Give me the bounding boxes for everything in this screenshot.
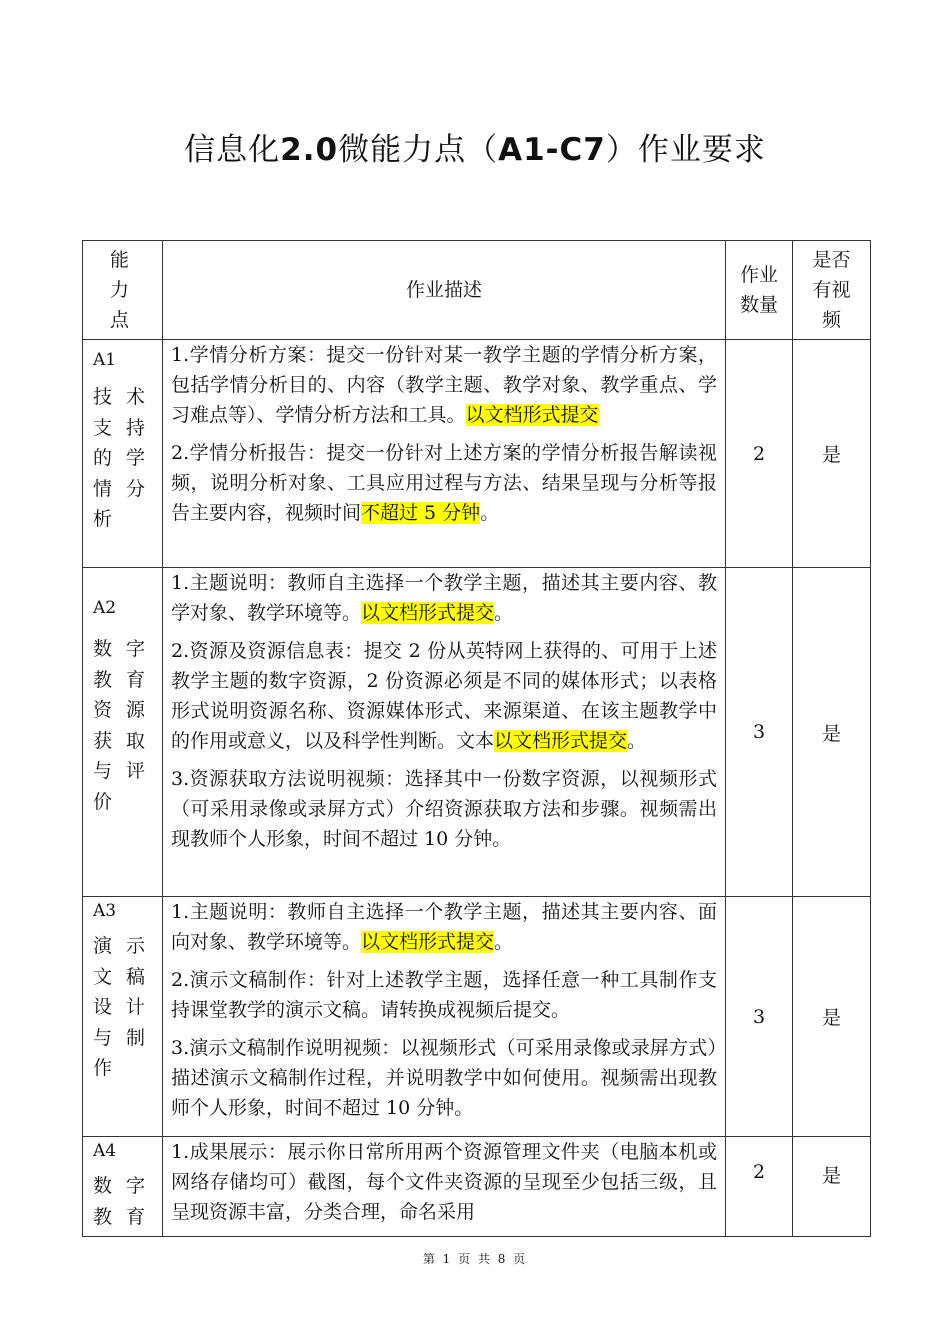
count-cell: 3 — [726, 897, 793, 1137]
header-video: 是否有视频 — [793, 241, 871, 340]
description-item: 3.演示文稿制作说明视频：以视频形式（可采用录像或录屏方式）描述演示文稿制作过程，并说明教学中如何使用。视频需出现教师个人形象，时间不超过 10 分钟。 — [171, 1037, 717, 1119]
table-row — [83, 568, 871, 897]
point-code: A3 — [93, 901, 117, 921]
header-count: 作业数量 — [726, 241, 793, 340]
highlight: 以文档形式提交 — [465, 404, 599, 426]
count-cell: 2 — [726, 340, 793, 568]
description-item: 3.资源获取方法说明视频：选择其中一份数字资源，以视频形式（可采用录像或录屏方式）介绍资源获取方法和步骤。视频需出现教师个人形象，时间不超过 10 分钟。 — [171, 768, 717, 850]
count-cell: 3 — [726, 568, 793, 897]
point-name: 数字教育 — [93, 1175, 145, 1228]
point-cell — [83, 1137, 163, 1237]
page-footer: 第 1 页 共 8 页 — [422, 1252, 528, 1266]
point-name: 演示文稿设计与制作 — [93, 935, 145, 1079]
point-cell — [83, 340, 163, 568]
point-code: A4 — [93, 1141, 117, 1161]
point-code: A2 — [93, 598, 117, 618]
description-item: 1.主题说明：教师自主选择一个教学主题，描述其主要内容、面向对象、教学环境等。以文档形式提交。 — [171, 901, 717, 953]
title-version: 2.0 — [280, 132, 339, 168]
table-header-row — [83, 241, 871, 340]
highlight: 以文档形式提交 — [361, 931, 495, 953]
description-item: 2.演示文稿制作：针对上述教学主题，选择任意一种工具制作支持课堂教学的演示文稿。请转换成视频后提交。 — [171, 969, 717, 1021]
title-part-5: ）作业要求 — [605, 132, 766, 168]
video-cell: 是 — [793, 1137, 871, 1237]
table-row — [83, 340, 871, 568]
description-item: 1.学情分析方案：提交一份针对某一教学主题的学情分析方案，包括学情分析目的、内容（教学主题、教学对象、教学重点、学习难点等）、学情分析方法和工具。以文档形式提交 — [171, 344, 717, 426]
point-cell — [83, 568, 163, 897]
video-cell: 是 — [793, 568, 871, 897]
title-part-1: 信息化 — [184, 132, 281, 168]
description-item: 1.成果展示：展示你日常所用两个资源管理文件夹（电脑本机或网络存储均可）截图，每个文件夹资源的呈现至少包括三级，且呈现资源丰富，分类合理，命名采用 — [171, 1141, 717, 1223]
table-row — [83, 897, 871, 1137]
video-cell: 是 — [793, 340, 871, 568]
requirements-table — [82, 240, 871, 1237]
video-cell: 是 — [793, 897, 871, 1137]
description-item: 2.资源及资源信息表：提交 2 份从英特网上获得的、可用于上述教学主题的数字资源，2 份资源必须是不同的媒体形式；以表格形式说明资源名称、资源媒体形式、来源渠道、在该主题教学中的作用或意义，以及科学性判断。文本以文档形式提交。 — [171, 640, 717, 752]
point-name: 数字教育资源获取与评价 — [93, 638, 145, 813]
point-name: 技术支持的学情分析 — [93, 386, 145, 530]
title-range: A1-C7 — [498, 132, 606, 168]
highlight: 以文档形式提交 — [361, 602, 495, 624]
description-cell — [163, 340, 726, 568]
description-item: 2.学情分析报告：提交一份针对上述方案的学情分析报告解读视频，说明分析对象、工具应用过程与方法、结果呈现与分析等报告主要内容，视频时间不超过 5 分钟。 — [171, 442, 717, 524]
description-item: 1.主题说明：教师自主选择一个教学主题，描述其主要内容、教学对象、教学环境等。以文档形式提交。 — [171, 572, 717, 624]
header-desc: 作业描述 — [163, 241, 726, 340]
title-part-3: 微能力点（ — [338, 132, 499, 168]
table-row — [83, 1137, 871, 1237]
count-cell: 2 — [726, 1137, 793, 1237]
description-cell — [163, 897, 726, 1137]
description-cell — [163, 568, 726, 897]
page-title — [0, 128, 950, 172]
header-point: 能力点 — [83, 241, 163, 340]
description-cell — [163, 1137, 726, 1237]
highlight: 以文档形式提交 — [494, 730, 628, 752]
point-cell — [83, 897, 163, 1137]
point-code: A1 — [93, 350, 117, 370]
highlight: 不超过 5 分钟 — [361, 502, 481, 524]
